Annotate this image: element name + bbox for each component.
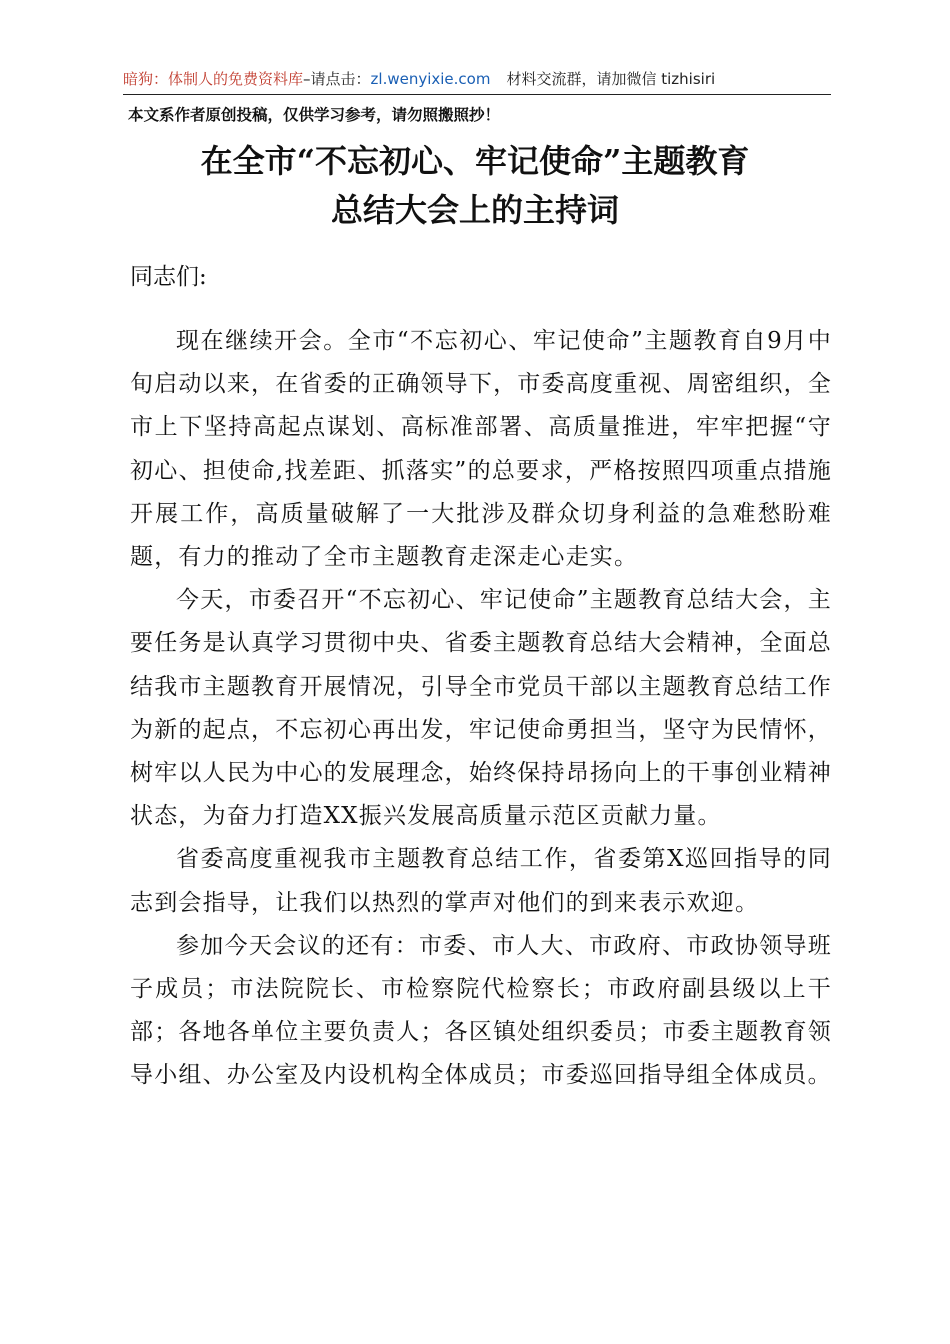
- site-name-link[interactable]: 暗狗：体制人的免费资料库: [123, 70, 304, 88]
- site-header: [123, 66, 831, 95]
- paragraph: 今天，市委召开“不忘初心、牢记使命”主题教育总结大会，主要任务是认真学习贯彻中央、省委主题教育总结大会精神，全面总结我市主题教育开展情况，引导全市党员干部以主题教育总结工作为新的起点，不忘初心再出发，牢记使命勇担当，坚守为民情怀，树牢以人民为中心的发展理念，始终保持昂扬向上的干事创业精神状态，为奋力打造XX振兴发展高质量示范区贡献力量。: [130, 587, 832, 830]
- paragraph: 省委高度重视我市主题教育总结工作，省委第X巡回指导的同志到会指导，让我们以热烈的掌声对他们的到来表示欢迎。: [130, 846, 832, 916]
- click-prompt: –请点击：: [303, 70, 371, 88]
- paragraph: 参加今天会议的还有：市委、市人大、市政府、市政协领导班子成员；市法院院长、市检察院代检察长；市政府副县级以上干部；各地各单位主要负责人；各区镇处组织委员；市委主题教育领导小组、办公室及内设机构全体成员；市委巡回指导组全体成员。: [130, 932, 832, 1089]
- contact-info: 材料交流群，请加微信 tizhisiri: [506, 70, 716, 88]
- site-url-link[interactable]: zl.wenyixie.com: [370, 70, 491, 88]
- copyright-notice: 本文系作者原创投稿，仅供学习参考，请勿照搬照抄！: [128, 105, 501, 124]
- document-body: [130, 320, 832, 1098]
- paragraph: 现在继续开会。全市“不忘初心、牢记使命”主题教育自9月中旬启动以来，在省委的正确领导下，市委高度重视、周密组织，全市上下坚持高起点谋划、高标准部署、高质量推进，牢牢把握“守初心、担使命,找差距、抓落实”的总要求，严格按照四项重点措施开展工作，高质量破解了一大批涉及群众切身利益的急难愁盼难题，有力的推动了全市主题教育走深走心走实。: [130, 328, 832, 571]
- document-title-line-2: 总结大会上的主持词: [330, 191, 619, 229]
- salutation: 同志们:: [130, 264, 207, 290]
- document-title-line-1: 在全市“不忘初心、牢记使命”主题教育: [200, 142, 750, 180]
